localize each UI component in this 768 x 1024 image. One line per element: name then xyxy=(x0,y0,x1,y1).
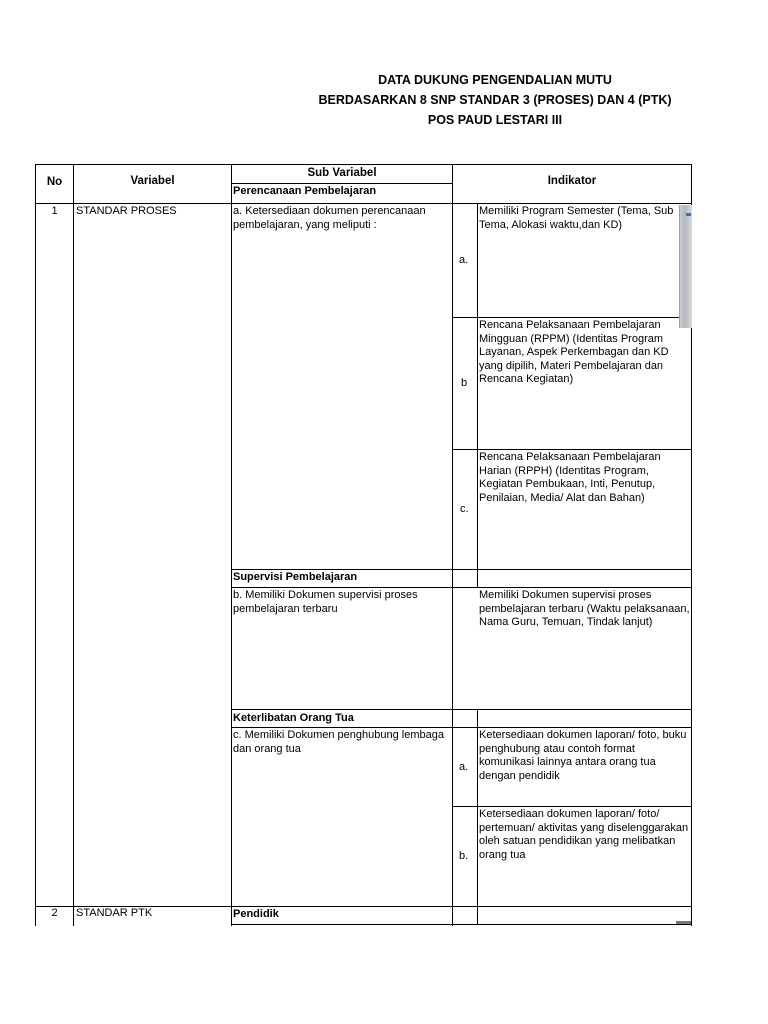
indicator-text: Rencana Pelaksanaan Pembelajaran Mingguan (RPPM) (Identitas Program Layanan, Aspek Perkembagan dan KD yang dipilih, Materi Pembelajaran dan Rencana Kegiatan) xyxy=(479,319,669,386)
title-line-1: DATA DUKUNG PENGENDALIAN MUTU xyxy=(378,73,612,87)
indicator-letter: b xyxy=(461,377,468,389)
subheading-pendidik: Pendidik xyxy=(233,908,279,920)
subheading-supervisi: Supervisi Pembelajaran xyxy=(233,571,358,583)
subheading-perencanaan: Perencanaan Pembelajaran xyxy=(233,185,377,197)
header-no: No xyxy=(46,176,63,188)
indicator-letter: a. xyxy=(459,254,469,266)
indicator-text: Rencana Pelaksanaan Pembelajaran Harian (RPPH) (Identitas Program, Kegiatan Pembukaan, Inti, Penutup, Penilaian, Media/ Alat dan Bahan) xyxy=(479,451,661,504)
scan-corner-mark xyxy=(676,921,691,924)
header-variabel: Variabel xyxy=(130,175,175,187)
header-sub-variabel: Sub Variabel xyxy=(307,167,377,179)
scan-edge-artifact xyxy=(679,205,692,328)
title-line-3: POS PAUD LESTARI III xyxy=(427,113,563,127)
indicator-letter: a. xyxy=(459,761,469,773)
document-title xyxy=(300,70,690,130)
subheading-keterlibatan: Keterlibatan Orang Tua xyxy=(233,712,354,724)
indicator-text: Memiliki Program Semester (Tema, Sub Tema, Alokasi waktu,dan KD) xyxy=(479,205,674,231)
row-1-variabel: STANDAR PROSES xyxy=(76,205,177,217)
indicator-letter: b. xyxy=(459,850,469,862)
title-line-2: BERDASARKAN 8 SNP STANDAR 3 (PROSES) DAN 4 (PTK) xyxy=(318,93,672,107)
indicator-text: Memiliki Dokumen supervisi proses pembelajaran terbaru (Waktu pelaksanaan, Nama Guru, Temuan, Tindak lanjut) xyxy=(479,589,690,629)
sub-item-perencanaan: a. Ketersediaan dokumen perencanaan pembelajaran, yang meliputi : xyxy=(233,205,426,231)
sub-item-keterlibatan: c. Memiliki Dokumen penghubung lembaga dan orang tua xyxy=(233,729,444,755)
row-2-no: 2 xyxy=(51,907,58,919)
indicator-text: Ketersediaan dokumen laporan/ foto, buku penghubung atau contoh format komunikasi lainnya antara orang tua dengan pendidik xyxy=(479,729,687,782)
row-1-no: 1 xyxy=(51,205,58,217)
header-indikator: Indikator xyxy=(547,175,597,187)
sub-item-supervisi: b. Memiliki Dokumen supervisi proses pembelajaran terbaru xyxy=(233,589,418,615)
scan-edge-mark xyxy=(686,213,691,216)
indicator-text: Ketersediaan dokumen laporan/ foto/ pertemuan/ aktivitas yang diselenggarakan oleh satuan pendidikan yang melibatkan orang tua xyxy=(479,808,689,861)
indicator-letter: c. xyxy=(460,503,469,515)
row-2-variabel: STANDAR PTK xyxy=(76,907,153,919)
